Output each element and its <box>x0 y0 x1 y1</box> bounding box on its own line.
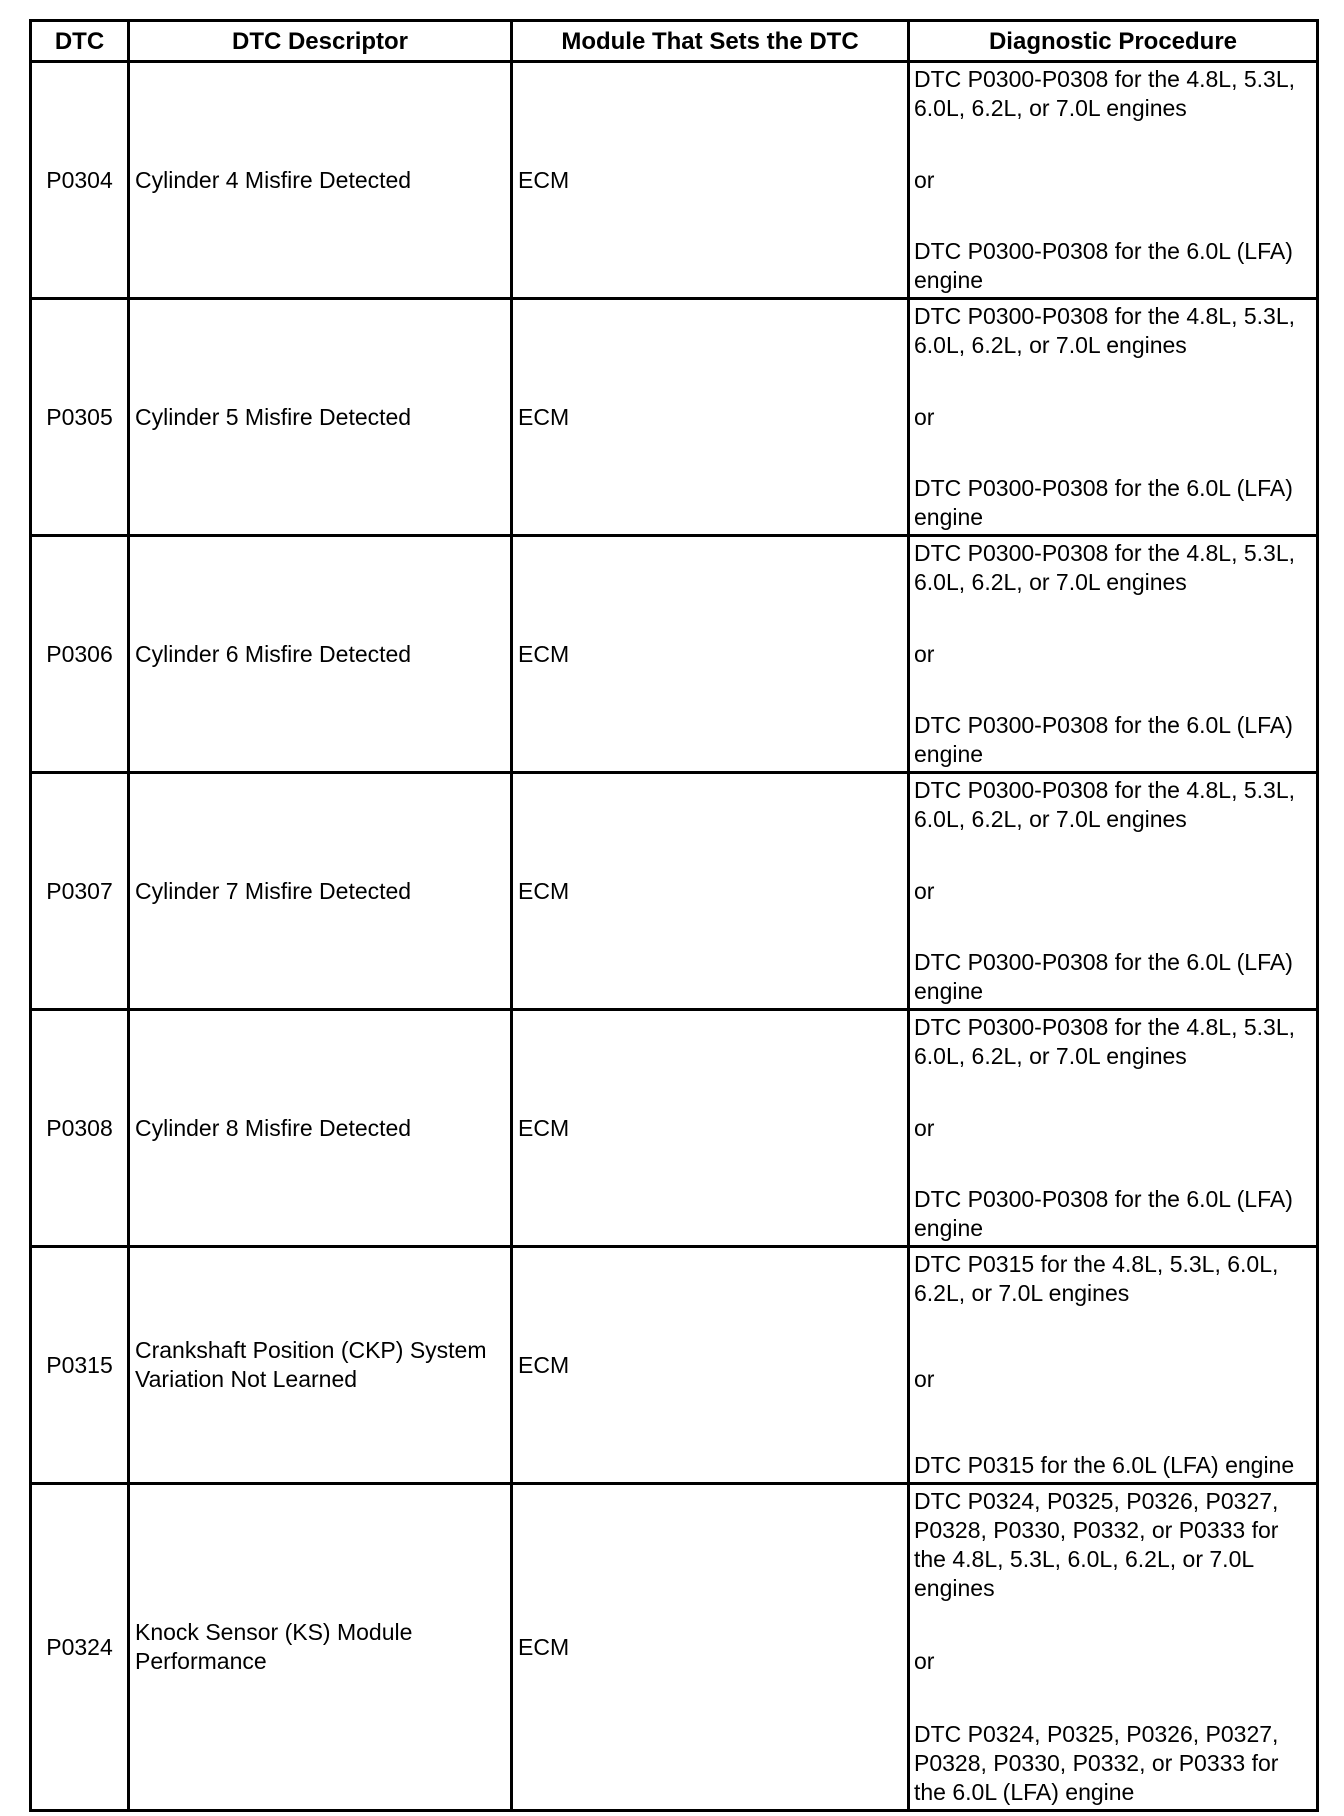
dtc-code: P0304 <box>31 62 129 299</box>
dtc-descriptor: Knock Sensor (KS) Module Performance <box>129 1484 512 1811</box>
table-row <box>31 1484 1318 1811</box>
table-row <box>31 536 1318 773</box>
procedure-link[interactable]: DTC P0300-P0308 for the 6.0L (LFA) engine <box>914 238 1293 293</box>
dtc-descriptor: Cylinder 4 Misfire Detected <box>129 62 512 299</box>
procedure-link[interactable]: DTC P0324, P0325, P0326, P0327, P0328, P0330, P0332, or P0333 for the 4.8L, 5.3L, 6.0L, 6.2L, or 7.0L engines <box>914 1488 1279 1601</box>
diagnostic-procedure <box>909 536 1318 773</box>
diagnostic-procedure <box>909 1484 1318 1811</box>
dtc-code: P0307 <box>31 773 129 1010</box>
table-row <box>31 1247 1318 1484</box>
table-row <box>31 773 1318 1010</box>
header-dtc-descriptor: DTC Descriptor <box>129 21 512 62</box>
procedure-or: or <box>914 166 935 193</box>
dtc-descriptor: Cylinder 8 Misfire Detected <box>129 1010 512 1247</box>
procedure-link[interactable]: DTC P0300-P0308 for the 4.8L, 5.3L, 6.0L, 6.2L, or 7.0L engines <box>914 777 1296 832</box>
procedure-or: or <box>914 1648 935 1674</box>
procedure-link[interactable]: DTC P0315 for the 6.0L (LFA) engine <box>914 1452 1295 1478</box>
dtc-code: P0315 <box>31 1247 129 1484</box>
dtc-code: P0305 <box>31 299 129 536</box>
diagnostic-procedure <box>909 773 1318 1010</box>
dtc-code: P0308 <box>31 1010 129 1247</box>
procedure-link[interactable]: DTC P0315 for the 4.8L, 5.3L, 6.0L, 6.2L, or 7.0L engines <box>914 1251 1279 1306</box>
procedure-or: or <box>914 640 935 667</box>
table-row <box>31 1010 1318 1247</box>
dtc-descriptor: Crankshaft Position (CKP) System Variation Not Learned <box>129 1247 512 1484</box>
module: ECM <box>512 299 909 536</box>
dtc-descriptor: Cylinder 6 Misfire Detected <box>129 536 512 773</box>
table-row <box>31 62 1318 299</box>
header-module: Module That Sets the DTC <box>512 21 909 62</box>
procedure-link[interactable]: DTC P0300-P0308 for the 4.8L, 5.3L, 6.0L, 6.2L, or 7.0L engines <box>914 540 1296 595</box>
dtc-table <box>29 19 1319 1812</box>
procedure-or: or <box>914 877 935 904</box>
diagnostic-procedure <box>909 62 1318 299</box>
module: ECM <box>512 1484 909 1811</box>
module: ECM <box>512 1247 909 1484</box>
module: ECM <box>512 536 909 773</box>
procedure-link[interactable]: DTC P0300-P0308 for the 6.0L (LFA) engine <box>914 1186 1293 1241</box>
procedure-link[interactable]: DTC P0300-P0308 for the 6.0L (LFA) engine <box>914 475 1293 530</box>
header-row <box>31 21 1318 62</box>
module: ECM <box>512 773 909 1010</box>
procedure-link[interactable]: DTC P0300-P0308 for the 6.0L (LFA) engine <box>914 949 1293 1004</box>
header-diagnostic-procedure: Diagnostic Procedure <box>909 21 1318 62</box>
procedure-link[interactable]: DTC P0300-P0308 for the 4.8L, 5.3L, 6.0L, 6.2L, or 7.0L engines <box>914 303 1296 358</box>
procedure-link[interactable]: DTC P0324, P0325, P0326, P0327, P0328, P0330, P0332, or P0333 for the 6.0L (LFA) engine <box>914 1721 1279 1805</box>
diagnostic-procedure <box>909 1247 1318 1484</box>
dtc-descriptor: Cylinder 5 Misfire Detected <box>129 299 512 536</box>
procedure-link[interactable]: DTC P0300-P0308 for the 4.8L, 5.3L, 6.0L, 6.2L, or 7.0L engines <box>914 1014 1296 1069</box>
dtc-code: P0306 <box>31 536 129 773</box>
table-row <box>31 299 1318 536</box>
procedure-link[interactable]: DTC P0300-P0308 for the 4.8L, 5.3L, 6.0L, 6.2L, or 7.0L engines <box>914 66 1296 121</box>
diagnostic-procedure <box>909 1010 1318 1247</box>
procedure-link[interactable]: DTC P0300-P0308 for the 6.0L (LFA) engine <box>914 712 1293 767</box>
header-dtc: DTC <box>31 21 129 62</box>
module: ECM <box>512 1010 909 1247</box>
procedure-or: or <box>914 1366 935 1392</box>
diagnostic-procedure <box>909 299 1318 536</box>
module: ECM <box>512 62 909 299</box>
dtc-code: P0324 <box>31 1484 129 1811</box>
procedure-or: or <box>914 1114 935 1141</box>
procedure-or: or <box>914 403 935 430</box>
dtc-descriptor: Cylinder 7 Misfire Detected <box>129 773 512 1010</box>
